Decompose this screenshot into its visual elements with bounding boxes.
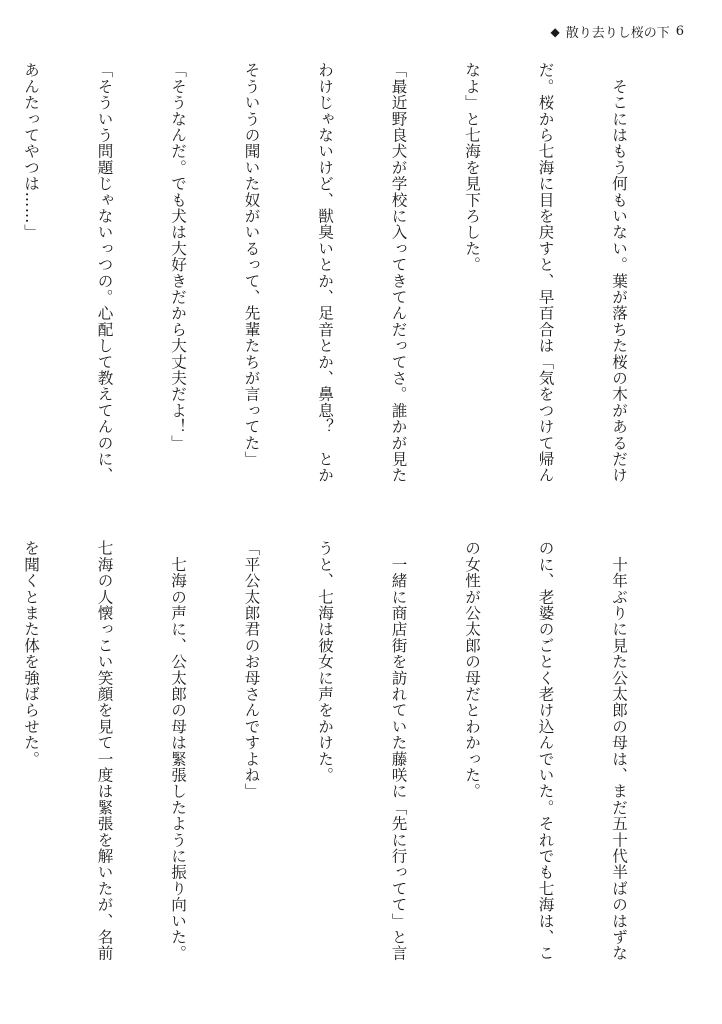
text-column: 「最近野良犬が学校に入ってきてんだってさ。誰かが見た [389, 62, 408, 484]
text-column: 十年ぶりに見た公太郎の母は、まだ五十代半ばのはずな [610, 540, 628, 962]
text-column: 「そうなんだ。でも犬は大好きだから大丈夫だよ！」 [169, 62, 187, 451]
text-column: わけじゃないけど、獣臭いとか、足音とか、鼻息？ とか [316, 62, 334, 484]
text-column: 一緒に商店街を訪れていた藤咲に「先に行ってて」と言 [389, 540, 408, 962]
text-column: そこにはもう何もいない。葉が落ちた桜の木があるだけ [610, 62, 628, 484]
running-header [550, 22, 684, 41]
text-column: 七海の人懐っこい笑顔を見て一度は緊張を解いたが、名前 [95, 540, 114, 962]
text-column: あんたってやつは……」 [22, 62, 40, 241]
diamond-icon: ◆ [550, 24, 560, 39]
text-column: なよ」と七海を見下ろした。 [463, 62, 481, 273]
text-column: 「平公太郎君のお母さんですよね」 [242, 540, 261, 800]
text-column: そういうの聞いた奴がいるって、先輩たちが言ってた」 [242, 62, 261, 467]
text-column: 「そういう問題じゃないっつの。心配して教えてんのに、 [95, 62, 114, 484]
text-column: の女性が公太郎の母だとわかった。 [463, 540, 481, 800]
text-column: のに、老婆のごとく老け込んでいた。それでも七海は、こ [536, 540, 555, 962]
text-column: を聞くとまた体を強ばらせた。 [22, 540, 40, 767]
lower-text-block [22, 540, 680, 980]
text-column: うと、七海は彼女に声をかけた。 [316, 540, 334, 783]
text-column: 七海の声に、公太郎の母は緊張したように振り向いた。 [169, 540, 187, 962]
chapter-title: 散り去りし桜の下 [565, 26, 670, 41]
upper-text-block [22, 62, 680, 502]
text-column: だ。桜から七海に目を戻すと、早百合は「気をつけて帰ん [536, 62, 555, 484]
page-number: 6 [675, 24, 684, 39]
